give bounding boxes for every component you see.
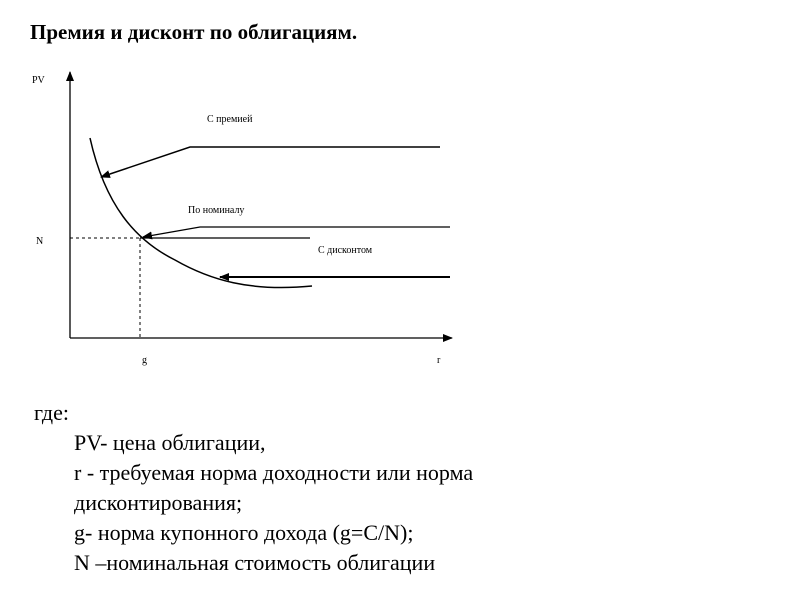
page-title: Премия и дисконт по облигациям.: [30, 20, 358, 44]
discount-label: С дисконтом: [318, 245, 373, 256]
legend-item-pv: PV- цена облигации,: [74, 430, 266, 455]
g-label: g: [142, 355, 147, 366]
x-axis-label: r: [437, 355, 441, 366]
par-line: [143, 227, 450, 237]
legend: [34, 398, 594, 578]
par-label: По номиналу: [188, 205, 245, 216]
y-axis-label: PV: [32, 75, 45, 86]
legend-intro: где:: [34, 400, 69, 425]
premium-label: С премией: [207, 114, 253, 125]
legend-item-n: N –номинальная стоимость облигации: [74, 550, 436, 575]
legend-item-g: g- норма купонного дохода (g=C/N);: [74, 520, 414, 545]
n-label: N: [36, 236, 44, 247]
legend-item-r: r - требуемая норма доходности или норма дисконтирования;: [74, 460, 474, 515]
premium-line: [101, 147, 440, 177]
